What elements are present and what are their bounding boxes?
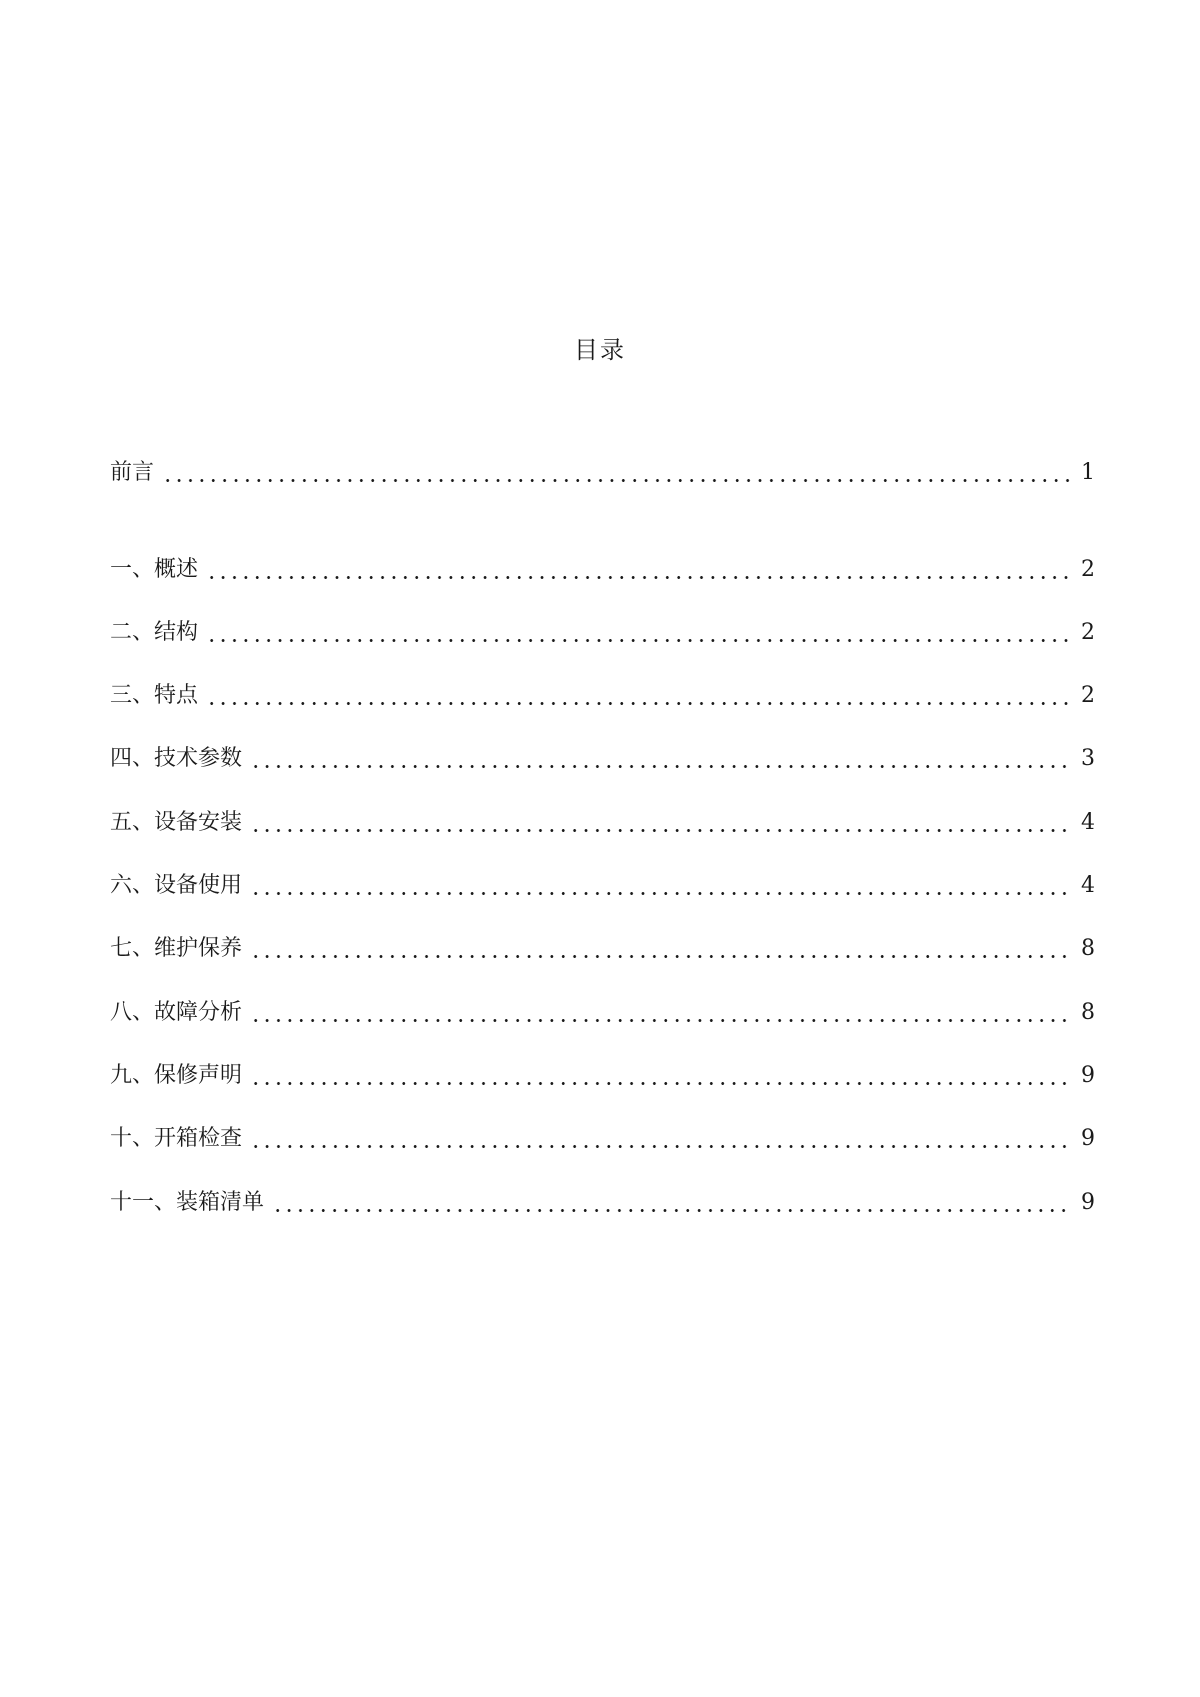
toc-entry[interactable] <box>110 458 1095 488</box>
dot-leader <box>250 1019 1071 1022</box>
toc-entry-page-number: 4 <box>1081 809 1095 835</box>
toc-entry-label: 一、概述 <box>110 556 199 582</box>
toc-entry-label: 前言 <box>110 460 155 485</box>
toc-entry[interactable] <box>110 1154 1095 1217</box>
toc-entry[interactable] <box>110 521 1095 584</box>
toc-title: 目录 <box>574 336 626 364</box>
dot-leader <box>162 479 1071 482</box>
toc-entry-label: 七、维护保养 <box>110 936 243 962</box>
toc-entry[interactable] <box>110 901 1095 964</box>
dot-leader <box>206 576 1071 579</box>
toc-entry-page-number: 2 <box>1081 556 1095 582</box>
dot-leader <box>272 1209 1071 1212</box>
toc-entry[interactable] <box>110 964 1095 1027</box>
toc-entry[interactable] <box>110 711 1095 774</box>
dot-leader <box>206 702 1071 705</box>
toc-entry-label: 五、设备安装 <box>110 809 243 835</box>
table-of-contents <box>110 458 1095 1218</box>
dot-leader <box>250 765 1071 768</box>
toc-entry-label: 十、开箱检查 <box>110 1126 243 1152</box>
dot-leader <box>250 1082 1071 1085</box>
toc-entry-page-number: 2 <box>1081 683 1095 709</box>
toc-entry-page-number: 9 <box>1081 1062 1095 1088</box>
toc-entry-label: 四、技术参数 <box>110 746 243 772</box>
toc-entry[interactable] <box>110 774 1095 837</box>
toc-entry-page-number: 8 <box>1081 936 1095 962</box>
toc-entry-label: 九、保修声明 <box>110 1062 243 1088</box>
dot-leader <box>206 639 1071 642</box>
dot-leader <box>250 955 1071 958</box>
toc-entry-page-number: 8 <box>1081 999 1095 1025</box>
toc-entry-label: 二、结构 <box>110 619 199 645</box>
toc-entry[interactable] <box>110 838 1095 901</box>
dot-leader <box>250 892 1071 895</box>
toc-entry-label: 十一、装箱清单 <box>110 1189 265 1215</box>
dot-leader <box>250 1145 1071 1148</box>
toc-entry-label: 六、设备使用 <box>110 873 243 899</box>
toc-entry-page-number: 9 <box>1081 1189 1095 1215</box>
toc-entry-page-number: 3 <box>1081 746 1095 772</box>
toc-entry-page-number: 9 <box>1081 1126 1095 1152</box>
toc-entry-page-number: 4 <box>1081 873 1095 899</box>
toc-entry-label: 三、特点 <box>110 683 199 709</box>
toc-entry-label: 八、故障分析 <box>110 999 243 1025</box>
toc-entry[interactable] <box>110 585 1095 648</box>
toc-entry[interactable] <box>110 1028 1095 1091</box>
toc-entry[interactable] <box>110 1091 1095 1154</box>
toc-entry-page-number: 2 <box>1081 619 1095 645</box>
toc-entry[interactable] <box>110 648 1095 711</box>
toc-entry-page-number: 1 <box>1081 460 1095 485</box>
dot-leader <box>250 829 1071 832</box>
